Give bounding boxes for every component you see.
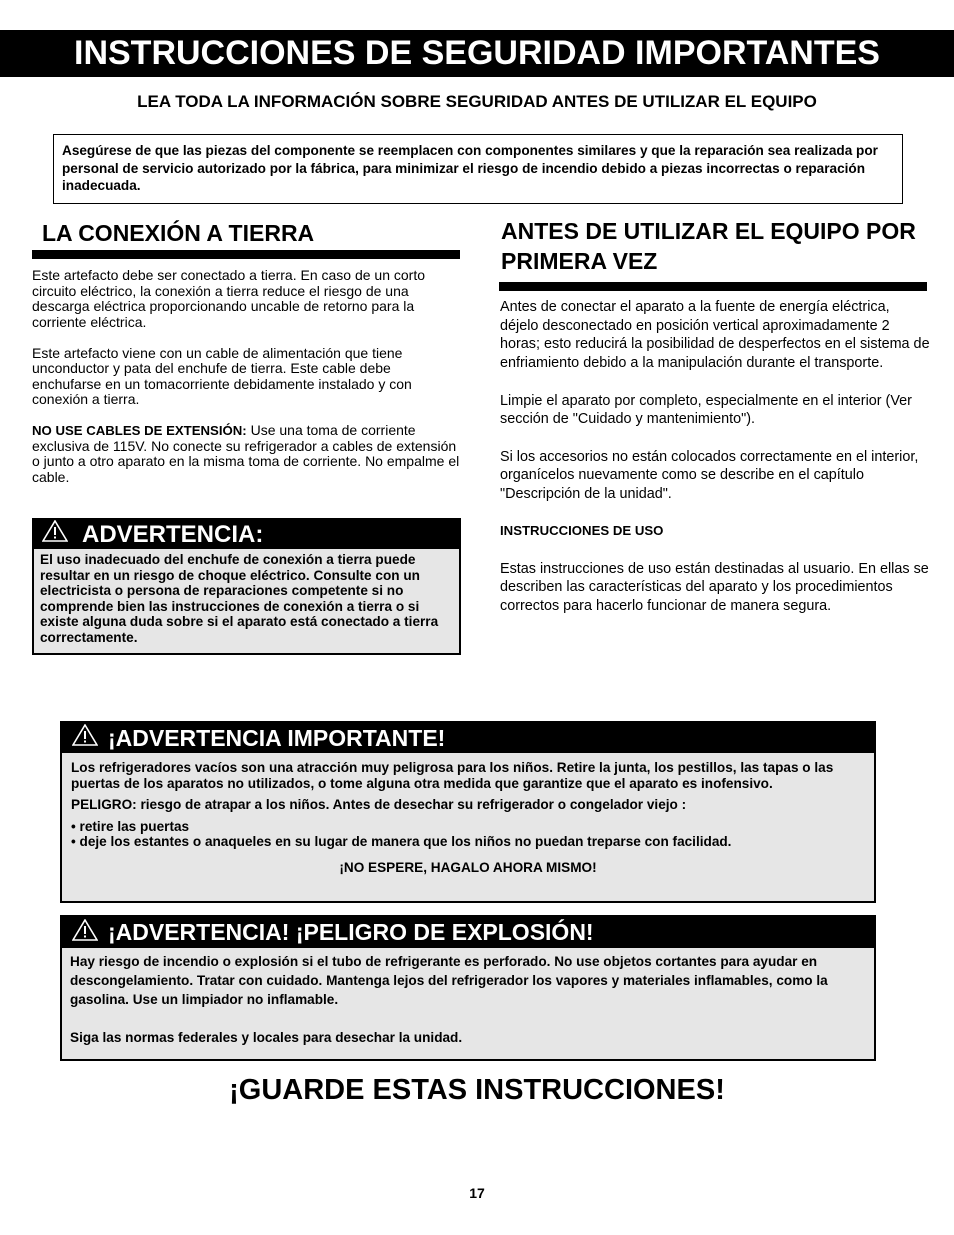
important-warning-header bbox=[62, 723, 874, 753]
grounding-paragraph-3 bbox=[32, 423, 462, 485]
explosion-warning-paragraph-2: Siga las normas federales y locales para desechar la unidad. bbox=[70, 1030, 463, 1045]
page-number: 17 bbox=[469, 1185, 485, 1201]
explosion-warning-box bbox=[60, 915, 876, 1061]
first-use-heading: ANTES DE UTILIZAR EL EQUIPO POR PRIMERA VEZ bbox=[501, 218, 916, 274]
important-warning-bullet-2: • deje los estantes o anaqueles en su lugar de manera que los niños no puedan treparse con facilidad. bbox=[71, 834, 732, 850]
grounding-paragraph-1: Este artefacto debe ser conectado a tierra. En caso de un corto circuito eléctrico, la conexión a tierra reduce el riesgo de una descarga eléctrica proporcionando uncable de retorno para la corriente eléctrica. bbox=[32, 267, 426, 330]
explosion-warning-paragraph-1: Hay riesgo de incendio o explosión si el tubo de refrigerante es perforado. No use objetos cortantes para ayudar en descongelamiento. Tratar con cuidado. Mantenga lejos del refrigerador los vapores y materiales inflamables, como la gasolina. Use un limpiador no inflamable. bbox=[70, 954, 828, 1007]
first-use-section bbox=[500, 298, 930, 635]
first-use-paragraph-3: Si los accesorios no están colocados correctamente en el interior, organícelos nuevamente como se describe en el capítulo "Descripción de la unidad". bbox=[500, 448, 919, 502]
important-warning-title: ¡ADVERTENCIA IMPORTANTE! bbox=[108, 724, 446, 751]
page-title: INSTRUCCIONES DE SEGURIDAD IMPORTANTES bbox=[0, 30, 954, 77]
first-use-paragraph-4: Estas instrucciones de uso están destinadas al usuario. En ellas se describen las características del aparato y los procedimientos correctos para hacerlo funcionar de manera segura. bbox=[500, 560, 929, 615]
first-use-paragraph-2: Limpie el aparato por completo, especialmente en el interior (Ver sección de "Cuidado y mantenimiento"). bbox=[500, 392, 912, 428]
grounding-heading: LA CONEXIÓN A TIERRA bbox=[42, 220, 315, 246]
grounding-section bbox=[32, 268, 462, 501]
warning-triangle-icon bbox=[42, 520, 68, 549]
grounding-warning-text: El uso inadecuado del enchufe de conexión a tierra puede resultar en un riesgo de choque eléctrico. Consulte con un electricista o persona de reparaciones competente si no comprende bien las instrucciones de conexión a tierra o si existe alguna duda sobre si el aparato está conectado a tierra correctamente. bbox=[40, 552, 439, 645]
first-use-paragraph-1: Antes de conectar el aparato a la fuente de energía eléctrica, déjelo desconectado en posición vertical aproximadamente 2 horas; esto reducirá la posibilidad de desperfectos en el sistema de enfriamiento debido a la manipulación durante el transporte. bbox=[500, 299, 930, 372]
extension-warning-label: NO USE CABLES DE EXTENSIÓN: bbox=[32, 423, 247, 438]
save-instructions-heading: ¡GUARDE ESTAS INSTRUCCIONES! bbox=[229, 1074, 725, 1106]
notice-box bbox=[53, 134, 903, 204]
grounding-divider bbox=[32, 250, 460, 259]
important-warning-footer: ¡NO ESPERE, HAGALO AHORA MISMO! bbox=[339, 859, 597, 875]
important-warning-body bbox=[62, 753, 874, 876]
grounding-warning-title: ADVERTENCIA: bbox=[82, 520, 264, 548]
explosion-warning-title: ¡ADVERTENCIA! ¡PELIGRO DE EXPLOSIÓN! bbox=[108, 919, 594, 945]
explosion-warning-header bbox=[62, 917, 874, 948]
important-warning-paragraph-1: Los refrigeradores vacíos son una atracción muy peligrosa para los niños. Retire la junta, los pestillos, las tapas o las puertas de los aparatos no utilizados, o tome alguna otra medida que garantize que el aparato es inofensivo. bbox=[71, 760, 834, 791]
page-subtitle: LEA TODA LA INFORMACIÓN SOBRE SEGURIDAD ANTES DE UTILIZAR EL EQUIPO bbox=[137, 92, 817, 111]
grounding-paragraph-2: Este artefacto viene con un cable de alimentación que tiene unconductor y pata del enchufe de tierra. Este cable debe enchufarse en un tomacorriente debidamente instalado y con conexión a tierra. bbox=[32, 344, 412, 407]
important-warning-paragraph-2: PELIGRO: riesgo de atrapar a los niños. Antes de desechar su refrigerador o congelador viejo : bbox=[71, 797, 687, 813]
usage-instructions-heading: INSTRUCCIONES DE USO bbox=[500, 523, 664, 539]
important-warning-bullet-1: • retire las puertas bbox=[71, 818, 190, 834]
warning-triangle-icon bbox=[72, 919, 98, 947]
explosion-warning-body bbox=[62, 948, 874, 1047]
grounding-warning-box bbox=[32, 518, 461, 655]
first-use-divider bbox=[499, 282, 927, 291]
important-warning-box bbox=[60, 721, 876, 903]
grounding-warning-header bbox=[34, 520, 459, 549]
extension-warning-text: Use una toma de corriente exclusiva de 115V. No conecte su refrigerador a cables de extensión o junto a otro aparato en la misma toma de corriente. No empalme el cable. bbox=[32, 422, 460, 485]
warning-triangle-icon bbox=[72, 724, 98, 752]
notice-text: Asegúrese de que las piezas del componente se reemplacen con componentes similares y que la reparación sea realizada por personal de servicio autorizado por la fábrica, para minimizar el riesgo de incendio debido a piezas incorrectas o reparación inadecuada. bbox=[62, 143, 878, 193]
